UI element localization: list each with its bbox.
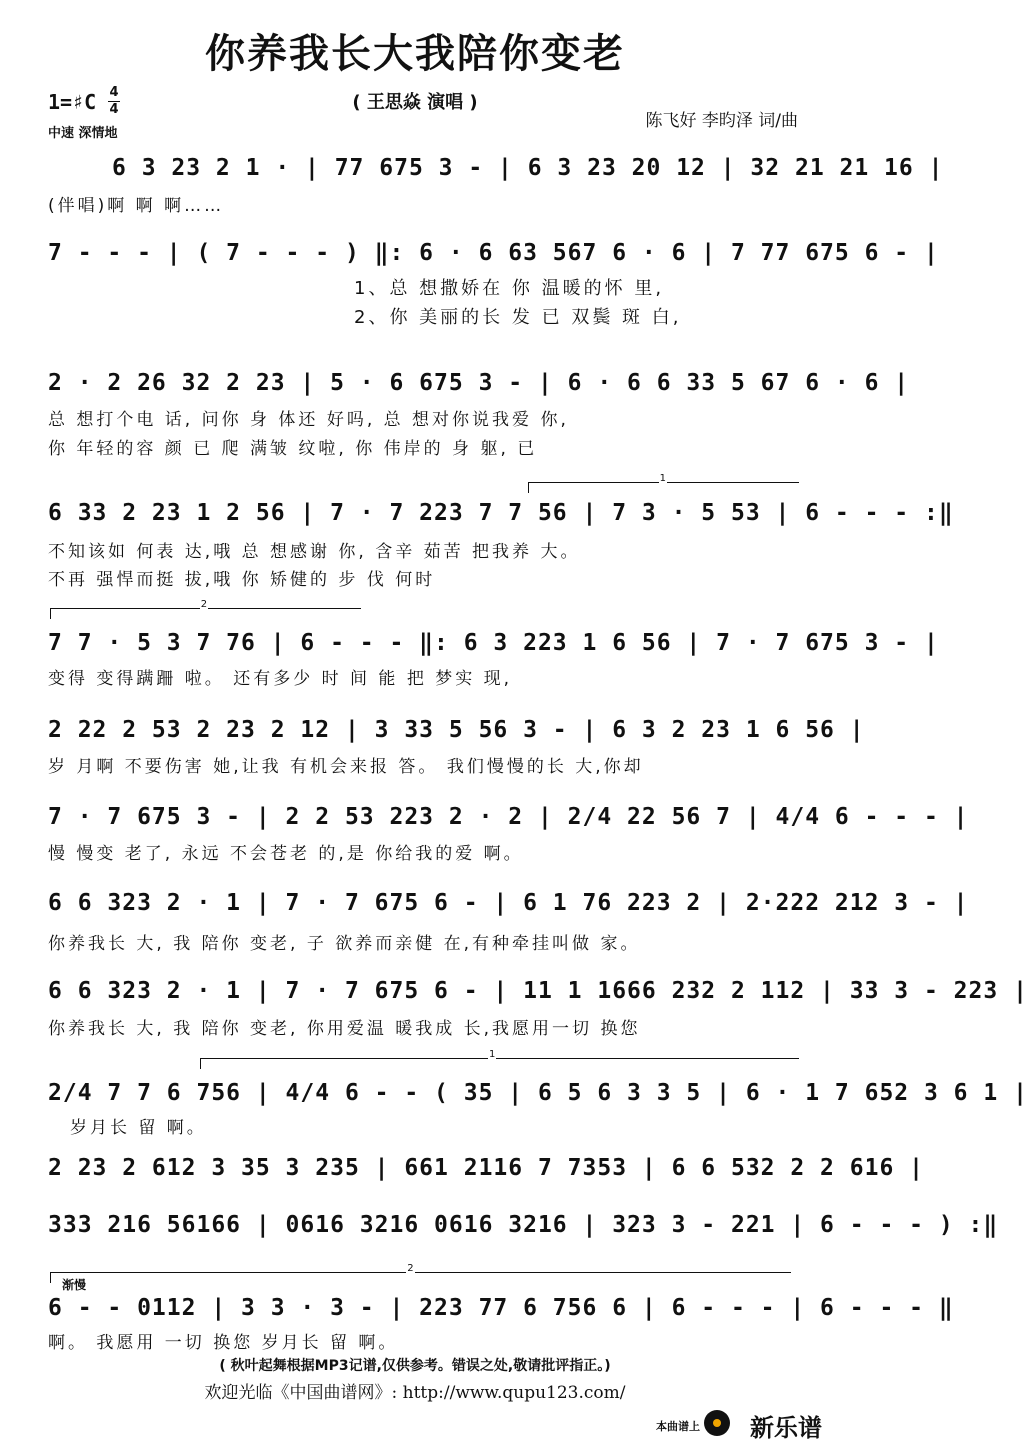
score-notes-row-10: 2/4 7 7 6 756 | 4/4 6 - - ( 35 | 6 5 6 3 3 5 | 6 · 1 7 652 3 6 1 | bbox=[48, 1080, 1028, 1106]
score-lyric-row-4-verse-2: 不再 强悍而挺 拔,哦 你 矫健的 步 伐 何时 bbox=[48, 570, 436, 590]
meter-top: 4 bbox=[109, 85, 119, 100]
record-disc-icon bbox=[704, 1410, 730, 1436]
time-signature bbox=[108, 86, 120, 117]
score-notes-row-12: 333 216 56166 | 0616 3216 0616 3216 | 323 3 - 221 | 6 - - - ) :‖ bbox=[48, 1212, 999, 1238]
score-lyric-row-5: 变得 变得蹒跚 啦。 还有多少 时 间 能 把 梦实 现, bbox=[48, 669, 513, 689]
score-lyric-row-3-verse-1: 总 想打个电 话, 问你 身 体还 好吗, 总 想对你说我爱 你, bbox=[48, 410, 569, 430]
score-notes-row-2: 7 - - - | ( 7 - - - ) ‖: 6 · 6 63 567 6 · 6 | 7 77 675 6 - | bbox=[48, 240, 939, 266]
score-lyric-row-3-verse-2: 你 年轻的容 颜 已 爬 满皱 纹啦, 你 伟岸的 身 躯, 已 bbox=[48, 439, 538, 459]
singer-credit: ( 王思焱 演唱 ) bbox=[352, 92, 478, 113]
tempo-slow-mark: 渐慢 bbox=[62, 1278, 87, 1292]
score-lyric-row-2-verse-2: 2、你 美丽的长 发 已 双鬓 斑 白, bbox=[354, 307, 682, 328]
score-notes-row-5: 7 7 · 5 3 7 76 | 6 - - - ‖: 6 3 223 1 6 56 | 7 · 7 675 3 - | bbox=[48, 630, 939, 656]
tempo-mark: 中速 深情地 bbox=[48, 126, 118, 141]
score-lyric-row-1: (伴唱)啊 啊 啊…… bbox=[48, 196, 225, 216]
score-notes-row-13: 6 - - 0112 | 3 3 · 3 - | 223 77 6 756 6 | 6 - - - | 6 - - - ‖ bbox=[48, 1295, 954, 1321]
score-notes-row-3: 2 · 2 26 32 2 23 | 5 · 6 675 3 - | 6 · 6 6 33 5 67 6 · 6 | bbox=[48, 370, 910, 396]
score-lyric-row-9: 你养我长 大, 我 陪你 变老, 你用爱温 暖我成 长,我愿用一切 换您 bbox=[48, 1019, 641, 1039]
logo-caption: 本曲谱上 bbox=[656, 1420, 700, 1433]
score-notes-row-9: 6 6 323 2 · 1 | 7 · 7 675 6 - | 11 1 1666 232 2 112 | 33 3 - 223 | bbox=[48, 978, 1028, 1004]
score-notes-row-7: 7 · 7 675 3 - | 2 2 53 223 2 · 2 | 2/4 22 56 7 | 4/4 6 - - - | bbox=[48, 804, 969, 830]
score-notes-row-4: 6 33 2 23 1 2 56 | 7 · 7 223 7 7 56 | 7 3 · 5 53 | 6 - - - :‖ bbox=[48, 500, 954, 526]
score-lyric-row-4-verse-1: 不知该如 何表 达,哦 总 想感谢 你, 含辛 茹苦 把我养 大。 bbox=[48, 542, 581, 562]
volta-bracket-1-coda: 1 bbox=[200, 1058, 799, 1069]
volta-bracket-2-coda: 2 bbox=[50, 1272, 791, 1283]
score-lyric-row-10: 岁月长 留 啊。 bbox=[70, 1118, 207, 1138]
page-title: 你养我长大我陪你变老 bbox=[205, 31, 625, 77]
meter-bottom: 4 bbox=[109, 102, 119, 117]
score-notes-row-6: 2 22 2 53 2 23 2 12 | 3 33 5 56 3 - | 6 3 2 23 1 6 56 | bbox=[48, 717, 865, 743]
score-notes-row-11: 2 23 2 612 3 35 3 235 | 661 2116 7 7353 | 6 6 532 2 2 616 | bbox=[48, 1155, 924, 1181]
score-lyric-row-13: 啊。 我愿用 一切 换您 岁月长 留 啊。 bbox=[48, 1333, 399, 1353]
score-notes-row-8: 6 6 323 2 · 1 | 7 · 7 675 6 - | 6 1 76 223 2 | 2·222 212 3 - | bbox=[48, 890, 969, 916]
volta-bracket-1: 1 bbox=[528, 482, 799, 493]
score-lyric-row-7: 慢 慢变 老了, 永远 不会苍老 的,是 你给我的爱 啊。 bbox=[48, 844, 524, 864]
website-link[interactable]: 欢迎光临《中国曲谱网》: http://www.qupu123.com/ bbox=[204, 1383, 626, 1403]
score-notes-row-1: 6 3 23 2 1 · | 77 675 3 - | 6 3 23 20 12 | 32 21 21 16 | bbox=[112, 155, 944, 181]
volta-bracket-2: 2 bbox=[50, 608, 361, 619]
score-lyric-row-2-verse-1: 1、总 想撒娇在 你 温暖的怀 里, bbox=[354, 278, 665, 299]
score-lyric-row-8: 你养我长 大, 我 陪你 变老, 子 欲养而亲健 在,有种牵挂叫做 家。 bbox=[48, 934, 641, 954]
score-lyric-row-6: 岁 月啊 不要伤害 她,让我 有机会来报 答。 我们慢慢的长 大,你却 bbox=[48, 757, 644, 777]
brand-logo: 新乐谱 bbox=[750, 1414, 822, 1442]
author-credit: 陈飞好 李昀泽 词/曲 bbox=[645, 111, 798, 131]
transcription-note: ( 秋叶起舞根据MP3记谱,仅供参考。错误之处,敬请批评指正。) bbox=[219, 1358, 611, 1374]
key-signature: 1=♯C bbox=[48, 90, 97, 114]
